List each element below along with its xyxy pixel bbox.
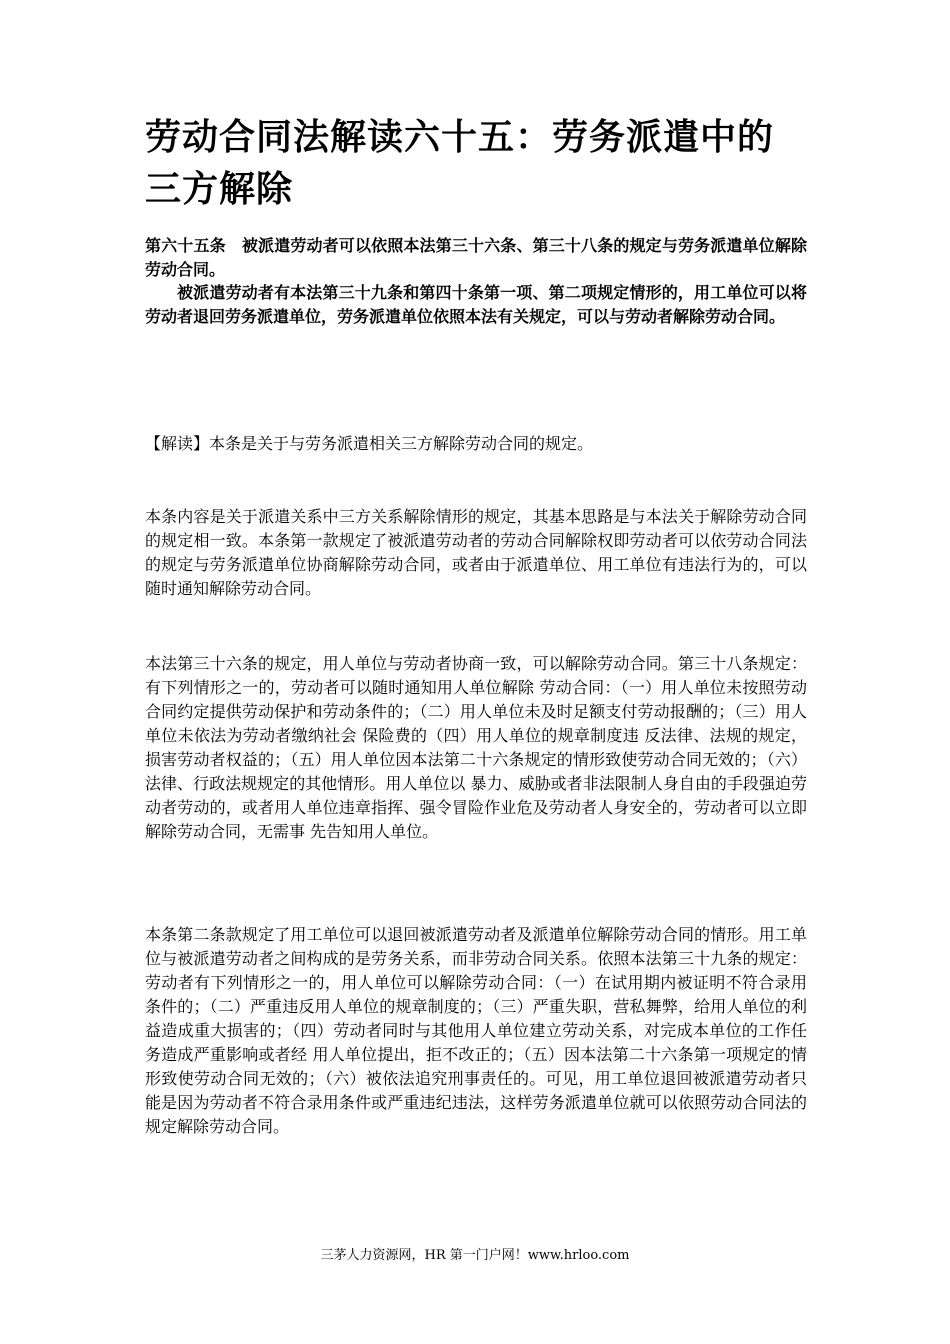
- body-paragraph-3: 本条第二条款规定了用工单位可以退回被派遣劳动者及派遣单位解除劳动合同的情形。用工单位与被派遣劳动者之间构成的是劳务关系，而非劳动合同关系。依照本法第三十九条的规定：劳动者有下列情形之一的，用人单位可以解除劳动合同：（一）在试用期内被证明不符合录用条件的；（二）严重违反用人单位的规章制度的；（三）严重失职，营私舞弊，给用人单位的利益造成重大损害的；（四）劳动者同时与其他用人单位建立劳动关系，对完成本单位的工作任务造成严重影响或者经 用人单位提出，拒不改正的；（五）因本法第二十六条第一项规定的情形致使劳动合同无效的；（六）被依法追究刑事责任的。可见，用工单位退回被派遣劳动者只 能是因为劳动者不符合录用条件或严重违纪违法，这样劳务派遣单位就可以依照劳动合同法的规定解除劳动合同。: [145, 925, 807, 1136]
- body-paragraph-1: 本条内容是关于派遣关系中三方关系解除情形的规定，其基本思路是与本法关于解除劳动合同的规定相一致。本条第一款规定了被派遣劳动者的劳动合同解除权即劳动者可以依劳动合同法的规定与劳务派遣单位协商解除劳动合同，或者由于派遣单位、用工单位有违法行为的，可以随时通知解除劳动合同。: [145, 507, 807, 598]
- interpretation-intro: 【解读】本条是关于与劳务派遣相关三方解除劳动合同的规定。: [145, 434, 594, 453]
- article-paragraph-2: 被派遣劳动者有本法第三十九条和第四十条第一项、第二项规定情形的，用工单位可以将劳动者退回劳务派遣单位，劳务派遣单位依照本法有关规定，可以与劳动者解除劳动合同。: [145, 283, 807, 326]
- article-paragraph-1: 第六十五条 被派遣劳动者可以依照本法第三十六条、第三十八条的规定与劳务派遣单位解除劳动合同。: [145, 236, 807, 279]
- body-paragraph-2: 本法第三十六条的规定，用人单位与劳动者协商一致，可以解除劳动合同。第三十八条规定：有下列情形之一的，劳动者可以随时通知用人单位解除 劳动合同：（一）用人单位未按照劳动合同约定提供劳动保护和劳动条件的；（二）用人单位未及时足额支付劳动报酬的；（三）用人单位未依法为劳动者缴纳社会 保险费的（四）用人单位的规章制度违 反法律、法规的规定，损害劳动者权益的；（五）用人单位因本法第二十六条规定的情形致使劳动合同无效的；（六）法律、行政法规规定的其他情形。用人单位以 暴力、威胁或者非法限制人身自由的手段强迫劳动者劳动的，或者用人单位违章指挥、强令冒险作业危及劳动者人身安全的，劳动者可以立即解除劳动合同，无需事 先告知用人单位。: [145, 654, 807, 841]
- document-title: 劳动合同法解读六十五：劳务派遣中的三方解除: [145, 117, 775, 210]
- article-text: [145, 234, 807, 328]
- page-footer: 三茅人力资源网，HR 第一门户网！www.hrloo.com: [320, 1248, 630, 1263]
